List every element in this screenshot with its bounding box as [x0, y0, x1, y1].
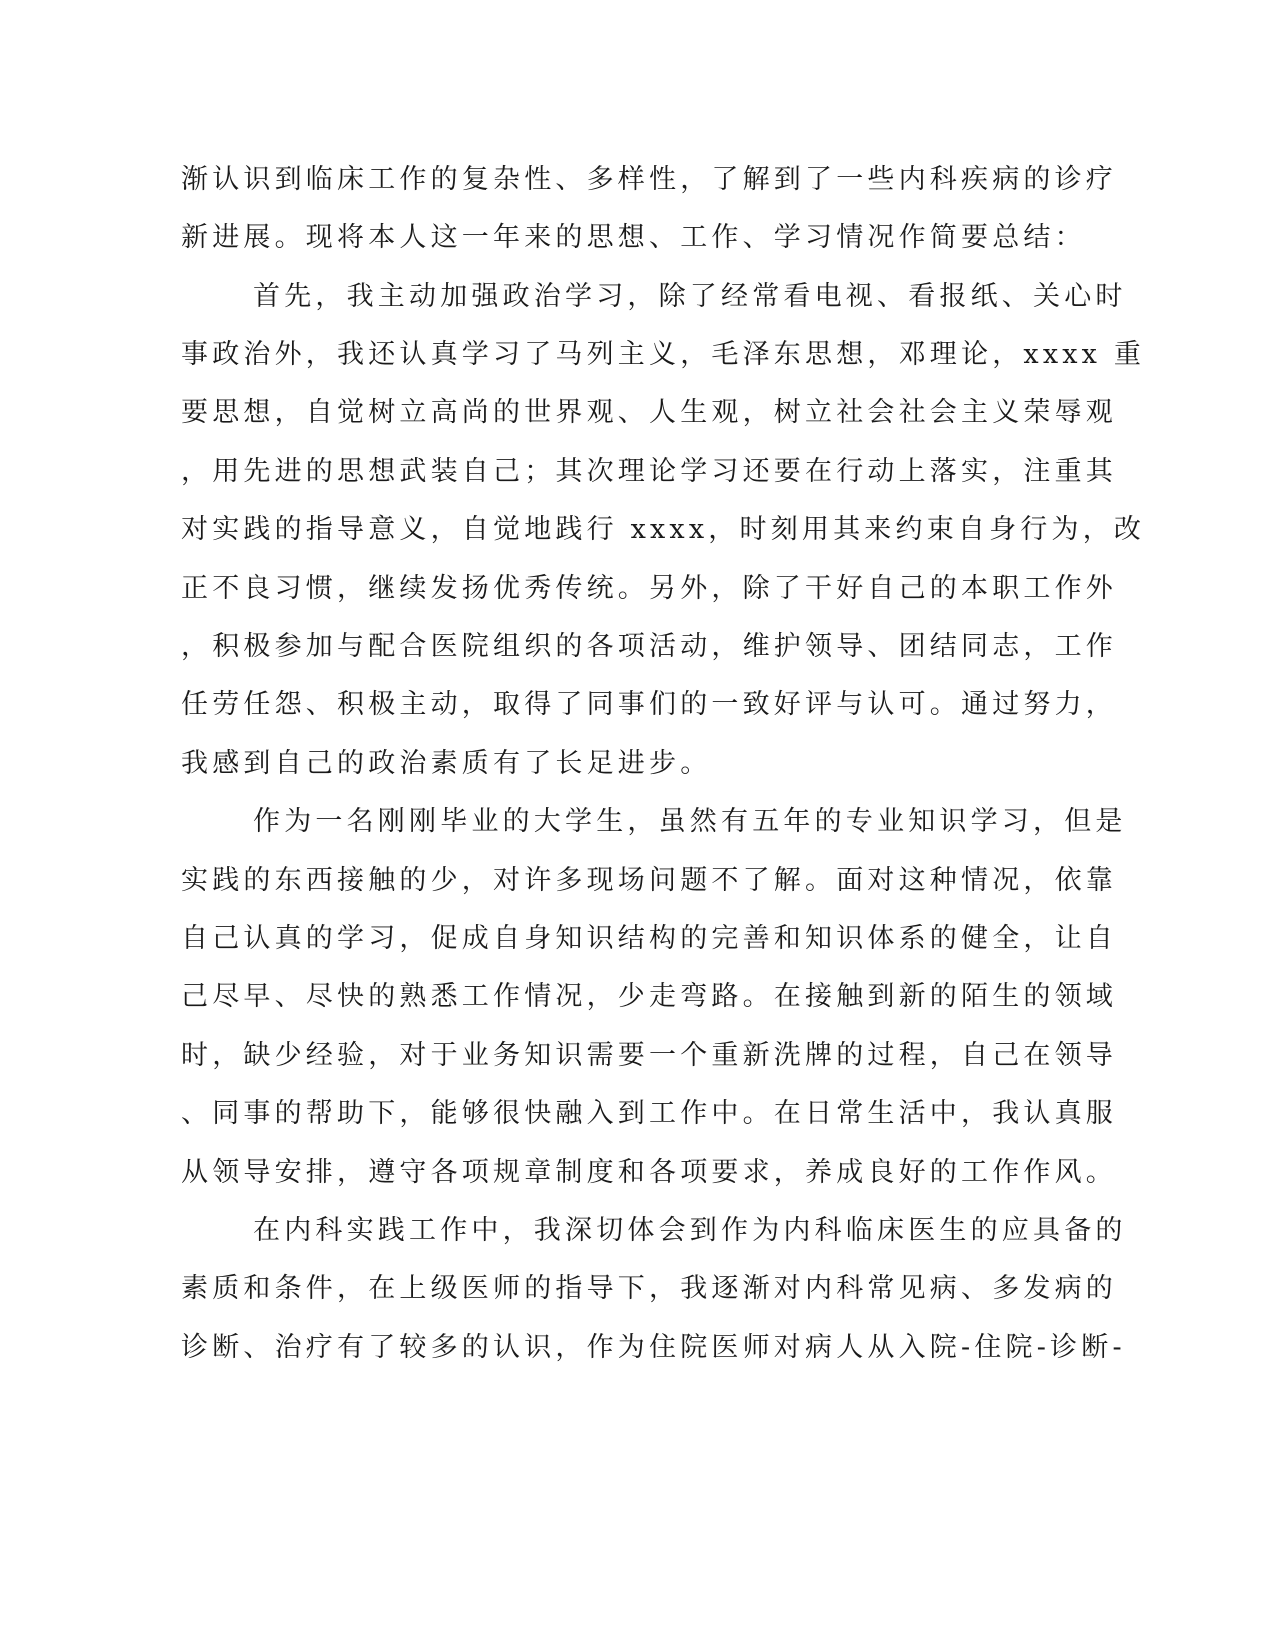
text-line: 事政治外，我还认真学习了马列主义，毛泽东思想，邓理论，xxxx 重 [181, 339, 1146, 370]
text-line: 自己认真的学习，促成自身知识结构的完善和知识体系的健全，让自 [181, 923, 1117, 954]
text-line: 诊断、治疗有了较多的认识，作为住院医师对病人从入院-住院-诊断- [181, 1332, 1126, 1363]
text-line: ，用先进的思想武装自己；其次理论学习还要在行动上落实，注重其 [181, 456, 1117, 487]
text-line: 素质和条件，在上级医师的指导下，我逐渐对内科常见病、多发病的 [181, 1273, 1117, 1304]
text-line: 作为一名刚刚毕业的大学生，虽然有五年的专业知识学习，但是 [253, 806, 1127, 837]
text-line: 首先，我主动加强政治学习，除了经常看电视、看报纸、关心时 [253, 281, 1127, 312]
text-line: 要思想，自觉树立高尚的世界观、人生观，树立社会社会主义荣辱观 [181, 397, 1117, 428]
text-line: 我感到自己的政治素质有了长足进步。 [181, 748, 712, 779]
text-line: 实践的东西接触的少，对许多现场问题不了解。面对这种情况，依靠 [181, 865, 1117, 896]
text-line: 己尽早、尽快的熟悉工作情况，少走弯路。在接触到新的陌生的领域 [181, 981, 1117, 1012]
text-line: ，积极参加与配合医院组织的各项活动，维护领导、团结同志，工作 [181, 631, 1117, 662]
text-line: 任劳任怨、积极主动，取得了同事们的一致好评与认可。通过努力， [181, 689, 1117, 720]
text-line: 对实践的指导意义，自觉地践行 xxxx，时刻用其来约束自身行为，改 [181, 514, 1146, 545]
text-line: 从领导安排，遵守各项规章制度和各项要求，养成良好的工作作风。 [181, 1157, 1117, 1188]
text-line: 正不良习惯，继续发扬优秀传统。另外，除了干好自己的本职工作外 [181, 573, 1117, 604]
text-line: 在内科实践工作中，我深切体会到作为内科临床医生的应具备的 [253, 1215, 1127, 1246]
text-line: 、同事的帮助下，能够很快融入到工作中。在日常生活中，我认真服 [181, 1098, 1117, 1129]
text-line: 新进展。现将本人这一年来的思想、工作、学习情况作简要总结： [181, 222, 1086, 253]
text-line: 时，缺少经验，对于业务知识需要一个重新洗牌的过程，自己在领导 [181, 1040, 1117, 1071]
text-line: 渐认识到临床工作的复杂性、多样性，了解到了一些内科疾病的诊疗 [181, 164, 1117, 195]
